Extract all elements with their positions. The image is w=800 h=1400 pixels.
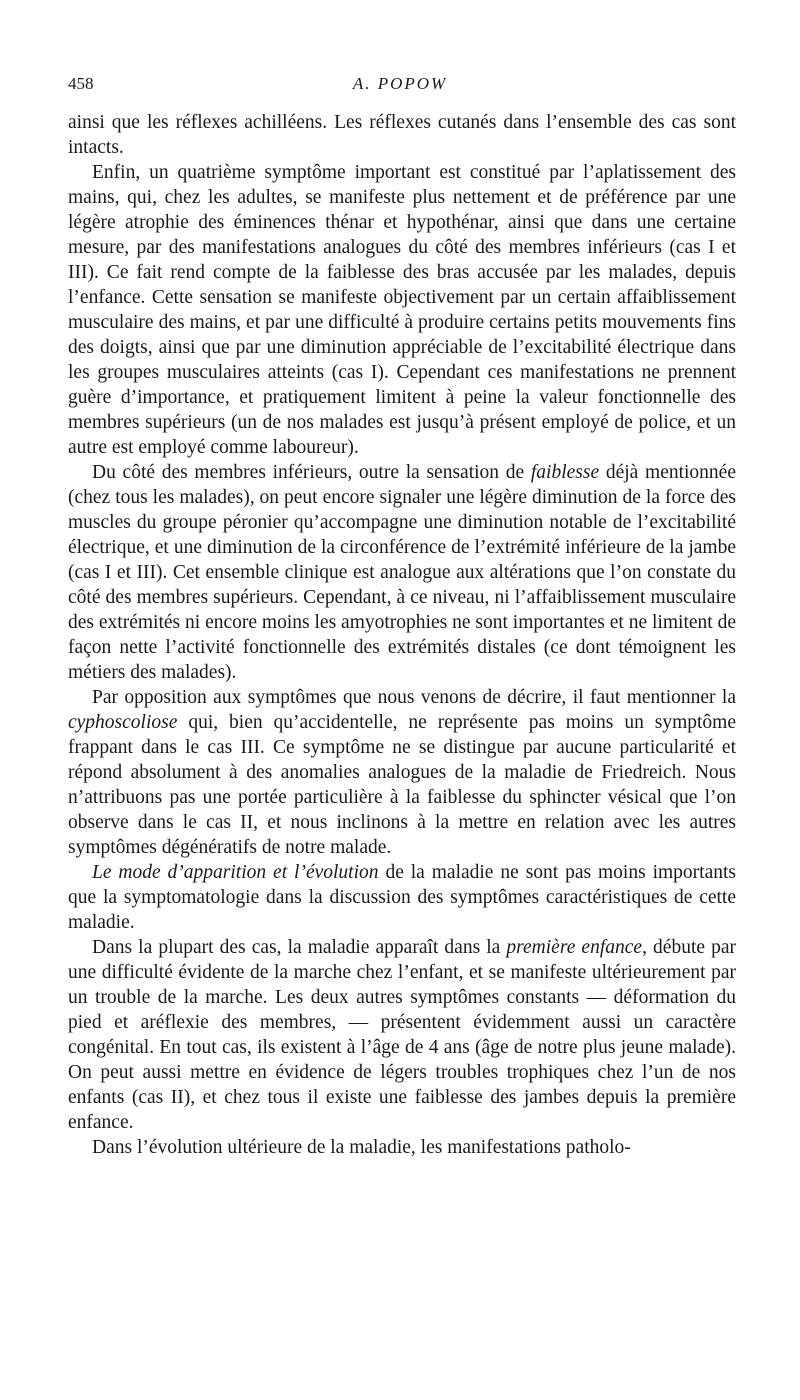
paragraph: Du côté des membres inférieurs, outre la sensation de faiblesse déjà mentionnée (chez tous les malades), on peut encore signaler une légère diminution de la force des muscles du groupe péronier qu’accompagne une diminution notable de l’excitabilité électrique, et une diminution de la circonférence de l’extrémité inférieure de la jambe (cas I et III). Cet ensemble clinique est analogue aux altérations que l’on constate du côté des membres supérieurs. Cependant, à ce niveau, ni l’affaiblissement musculaire des extrémités ni encore moins les amyotrophies ne sont importantes et ne limitent de façon nette l’activité fonctionnelle des extrémités distales (ce dont témoignent les métiers des malades). xyxy=(68,462,736,683)
emphasis: faiblesse xyxy=(530,462,600,483)
paragraph: ainsi que les réflexes achilléens. Les réflexes cutanés dans l’ensemble des cas sont intacts. xyxy=(68,112,736,158)
paragraph: Enfin, un quatrième symptôme important est constitué par l’aplatissement des mains, qui, chez les adultes, se manifeste plus nettement et de préférence par une légère atrophie des éminences thénar et hypothénar, ainsi que dans une certaine mesure, par des manifestations analogues du côté des membres inférieurs (cas I et III). Ce fait rend compte de la faiblesse des bras accusée par les malades, depuis l’enfance. Cette sensation se manifeste objectivement par un certain affaiblissement musculaire des mains, et par une difficulté à produire certains petits mouvements fins des doigts, ainsi que par une diminution appréciable de l’excitabilité électrique dans les groupes musculaires atteints (cas I). Cependant ces manifestations ne prennent guère d’importance, et pratiquement limitent à peine la valeur fonctionnelle des membres supérieurs (un de nos malades est jusqu’à présent employé de police, et un autre est employé comme laboureur). xyxy=(68,162,736,458)
paragraph: Dans la plupart des cas, la maladie apparaît dans la première enfance, débute par une difficulté évidente de la marche chez l’enfant, et se manifeste ultérieurement par un trouble de la marche. Les deux autres symptômes constants — déformation du pied et aréflexie des membres, — présentent évidemment aussi un caractère congénital. En tout cas, ils existent à l’âge de 4 ans (âge de notre plus jeune malade). On peut aussi mettre en évidence de légers troubles trophiques chez l’un de nos enfants (cas II), et chez tous il existe une faiblesse des jambes depuis la première enfance. xyxy=(68,937,736,1133)
page-number: 458 xyxy=(68,74,94,93)
running-head: A. POPOW xyxy=(352,74,448,93)
emphasis: Le mode d’apparition et l’évolution xyxy=(92,862,379,883)
paragraph: Dans l’évolution ultérieure de la maladie, les manifestations patholo- xyxy=(92,1137,631,1158)
body-text xyxy=(68,110,736,1160)
page-header xyxy=(68,74,732,98)
paragraph: Par opposition aux symptômes que nous venons de décrire, il faut mentionner la cyphoscoliose qui, bien qu’accidentelle, ne représente pas moins un symptôme frappant dans le cas III. Ce symptôme ne se distingue par aucune particularité et répond absolument à des anomalies analogues de la maladie de Friedreich. Nous n’attribuons pas une portée particulière à la faiblesse du sphincter vésical que l’on observe dans le cas II, et nous inclinons à la mettre en relation avec les autres symptômes dégénératifs de notre malade. xyxy=(68,687,736,858)
emphasis: cyphoscoliose xyxy=(68,712,178,733)
paragraph: Le mode d’apparition et l’évolution de la maladie ne sont pas moins importants que la symptomatologie dans la discussion des symptômes caractéristiques de cette maladie. xyxy=(68,862,737,933)
emphasis: première enfance xyxy=(506,937,643,958)
